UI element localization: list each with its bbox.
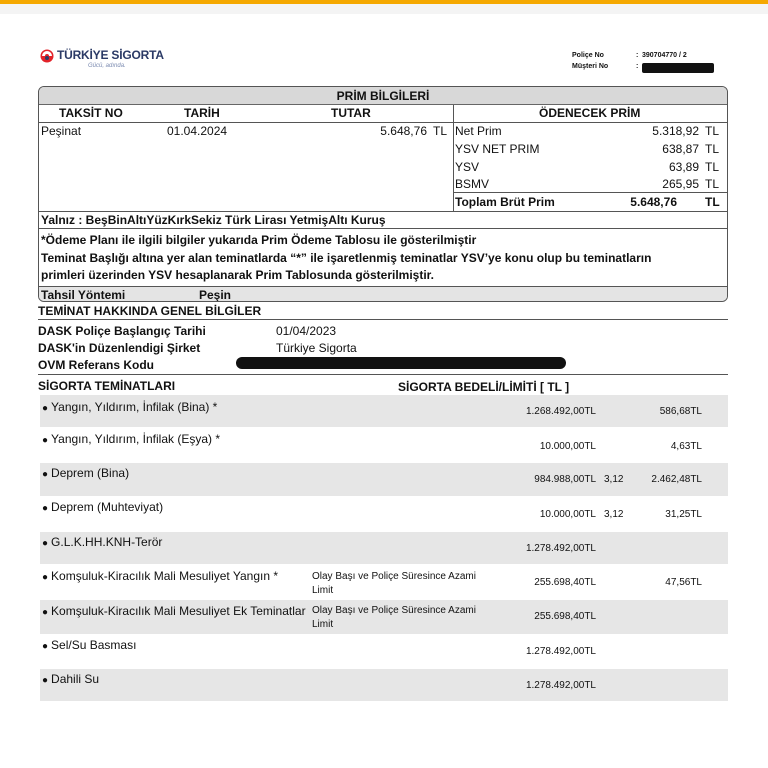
total-label: Toplam Brüt Prim [455,195,555,209]
coverage-prim: 586,68TL [659,406,702,417]
coverage-prim: 31,25TL [665,509,702,520]
redaction-ovm-code [236,357,566,369]
breakdown-tl: TL [705,177,720,191]
coverage-item: ● Yangın, Yıldırım, İnfilak (Bina) * [42,400,218,414]
coverage-item: ● Yangın, Yıldırım, İnfilak (Eşya) * [42,432,221,446]
coverage-prim: 2.462,48TL [651,474,702,485]
coverage-bedel: 1.278.492,00TL [525,543,596,554]
coverage-bedel: 255.698,40TL [534,611,596,622]
coverage-rate: 3,12 [604,474,624,485]
prim-title: PRİM BİLGİLERİ [39,87,727,105]
coverage-bedel: 255.698,40TL [534,577,596,588]
breakdown-label: YSV NET PRIM [455,142,540,156]
coverage-rate: 3,12 [604,509,624,520]
coverage-item: ● Sel/Su Basması [42,638,137,652]
coverage-note: Olay Başı ve Poliçe Süresince Azami Limit [312,571,476,596]
row-tutar: 5.648,76 [380,124,427,138]
musteri-no-row: Müşteri No : [572,63,639,70]
police-no-label: Poliçe No [572,52,604,59]
breakdown-tl: TL [705,124,720,138]
coverage-item: ● Dahili Su [42,672,100,686]
row-taksit: Peşinat [41,124,82,138]
coverage-bedel: 10.000,00TL [539,441,596,452]
coverage-bedel: 1.278.492,00TL [525,680,596,691]
col-tutar: TUTAR [331,106,371,120]
prim-bilgileri-box [38,86,728,302]
bedel-title: SİGORTA BEDELİ/LİMİTİ [ TL ] [398,380,570,394]
note-teminat-line1: Teminat Başlığı altına yer alan teminatlarda “*” ile işaretlenmiş teminatlar YSV’ye konu olup bu teminatların [41,251,652,265]
logo-mark-icon [40,49,54,63]
breakdown-tl: TL [705,142,720,156]
coverage-prim: 47,56TL [665,577,702,588]
coverage-prim: 4,63TL [670,441,702,452]
coverage-item: ● Komşuluk-Kiracılık Mali Mesuliyet Yangın * [42,569,279,583]
genel-value: Türkiye Sigorta [276,341,357,355]
coverage-bedel: 984.988,00TL [534,474,596,485]
breakdown-value: 5.318,92 [652,124,699,138]
musteri-no-label: Müşteri No [572,63,609,70]
genel-bilgiler-title: TEMİNAT HAKKINDA GENEL BİLGİLER [38,304,262,318]
coverage-item: ● G.L.K.HH.KNH-Terör [42,535,163,549]
yalniz-text: Yalnız : BeşBinAltıYüzKırkSekiz Türk Lirası YetmişAltı Kuruş [41,213,386,227]
logo-tagline: Gücü, adında. [88,63,126,69]
tahsil-row [39,286,727,302]
tahsil-value: Peşin [199,288,232,302]
coverage-bedel: 1.268.492,00TL [525,406,596,417]
row-tarih: 01.04.2024 [167,124,228,138]
coverage-item: ● Deprem (Muhteviyat) [42,500,164,514]
total-tl: TL [705,195,720,209]
note-odeme-plani: *Ödeme Planı ile ilgili bilgiler yukarıda Prim Ödeme Tablosu ile gösterilmiştir [41,233,477,247]
teminatlar-title: SİGORTA TEMİNATLARI [38,379,176,393]
breakdown-label: YSV [455,160,480,174]
breakdown-value: 638,87 [662,142,699,156]
redaction-musteri-no [642,63,714,73]
logo-name: TÜRKİYE SİGORTA [57,48,164,62]
row-tutar-tl: TL [433,124,448,138]
breakdown-label: Net Prim [455,124,502,138]
police-no-row: Poliçe No : 390704770 / 2 [572,52,687,59]
total-value: 5.648,76 [630,195,677,209]
coverage-note: Olay Başı ve Poliçe Süresince Azami Limit [312,605,476,630]
coverage-bedel: 10.000,00TL [539,509,596,520]
note-teminat-line2: primleri üzerinden YSV hesaplanarak Prim Tablosunda gösterilmiştir. [41,268,435,282]
col-odenecek-prim: ÖDENECEK PRİM [539,106,641,120]
top-gray-strip [0,4,768,14]
genel-value: 01/04/2023 [276,324,337,338]
genel-label: DASK Poliçe Başlangıç Tarihi [38,324,206,338]
breakdown-value: 63,89 [668,160,699,174]
breakdown-value: 265,95 [662,177,699,191]
genel-label: OVM Referans Kodu [38,358,155,372]
genel-label: DASK'in Düzenlendigi Şirket [38,341,201,355]
coverage-item: ● Deprem (Bina) [42,466,130,480]
breakdown-label: BSMV [455,177,490,191]
coverage-item: ● Komşuluk-Kiracılık Mali Mesuliyet Ek Teminatlar [42,604,306,618]
col-taksit-no: TAKSİT NO [59,106,123,120]
breakdown-tl: TL [705,160,720,174]
police-no-value: 390704770 / 2 [642,52,687,59]
coverage-bedel: 1.278.492,00TL [525,646,596,657]
col-tarih: TARİH [184,106,220,120]
tahsil-label: Tahsil Yöntemi [41,288,126,302]
